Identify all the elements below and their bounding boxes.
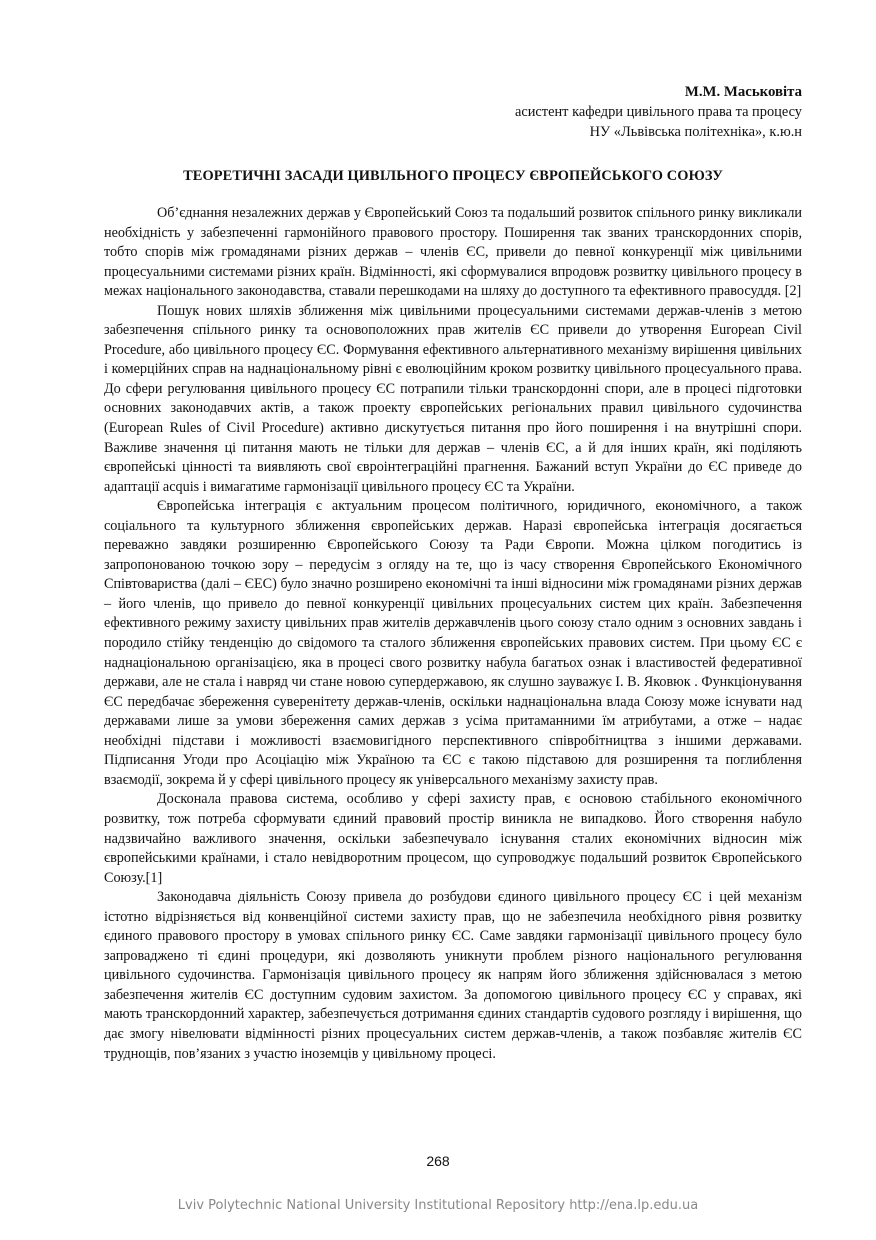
repository-footer: Lviv Polytechnic National University Institutional Repository http://ena.lp.edu.ua bbox=[177, 1198, 699, 1213]
paragraph-3: Європейська інтеграція є актуальним процесом політичного, юридичного, економічного, а також соціального та культурного зближення європейських держав. Наразі європейська інтеграція досягається переважно завдяки розширенню Європейського Союзу та Ради Європи. Можна цілком погодитись із запропонованою точкою зору – передусім з огляду на те, що із часу створення Європейського Економічного Співтовариства (далі – ЄЕС) було значно розширено економічні та інші відносини між громадянами різних держав – його членів, що привело до певної конкуренції цивільних процесуальних систем цих країн. Забезпечення ефективного режиму захисту цивільних прав жителів державчленів цього союзу стало одним з основних завдань і породило стійку тенденцію до свідомого та сталого зближення європейських правових систем. При цьому ЄС є наднаціональною організацією, яка в процесі свого розвитку набула багатьох ознак і властивостей федеративної держави, але не стала і навряд чи стане новою супердержавою, як слушно зауважує І. В. Яковюк . Функціонування ЄС передбачає збереження суверенітету держав-членів, оскільки наднаціональна влада Союзу може існувати над державами лише за умови збереження самих держав з усіма притаманними їм атрибутами, а отже – надає необхідні підстави і можливості взаємовигідного перспективного співробітництва з іншими державами. Підписання Угоди про Асоціацію між Україною та ЄС є такою підставою для розширення та поглиблення взаємодії, зокрема й у сфері цивільного процесу як універсального механізму захисту прав. bbox=[104, 498, 802, 788]
paragraph-4: Досконала правова система, особливо у сфері захисту прав, є основою стабільного економічного розвитку, тож потреба сформувати єдиний правовий простір виникла не випадково. Його створення набуло надзвичайно важливого значення, оскільки забезпечувало існування сталих економічних відносин між європейськими країнами, і стало невідворотним процесом, що супроводжує подальший розвиток Європейського Союзу.[1] bbox=[104, 791, 802, 886]
article-title: ТЕОРЕТИЧНІ ЗАСАДИ ЦИВІЛЬНОГО ПРОЦЕСУ ЄВРОПЕЙСЬКОГО СОЮЗУ bbox=[183, 168, 723, 184]
page-number: 268 bbox=[426, 1153, 450, 1169]
author-position: асистент кафедри цивільного права та процесу bbox=[514, 104, 802, 120]
author-block bbox=[104, 82, 802, 142]
author-name: М.М. Маськовіта bbox=[684, 84, 802, 100]
paragraph-1: Об’єднання незалежних держав у Європейський Союз та подальший розвиток спільного ринку викликали необхідність у забезпеченні гармонійного правового простору. Поширення так званих транскордонних спорів, тобто спорів між громадянами різних держав – членів ЄС, привели до певної конкуренції між цивільними процесуальними системами різних країн. Відмінності, які сформувалися впродовж розвитку цивільного процесу в межах національного законодавства, ставали перешкодами на шляху до доступного та ефективного правосуддя. [2] bbox=[104, 205, 802, 300]
paragraph-2: Пошук нових шляхів зближення між цивільними процесуальними системами держав-членів з метою забезпечення спільного ринку та основоположних прав жителів ЄС привели до утворення European Civil Procedure, або цивільного процесу ЄС. Формування ефективного альтернативного механізму вирішення цивільних і комерційних справ на наднаціональному рівні є еволюційним кроком розвитку цивільного процесуального права. До сфери регулювання цивільного процесу ЄС потрапили тільки транскордонні спори, але в процесі підготовки основних законодавчих актів, а також проекту європейських регіональних правил цивільного судочинства (European Rules of Civil Procedure) активно дискутується питання про його поширення і на внутрішні спори. Важливе значення ці питання мають не тільки для держав – членів ЄС, а й для інших країн, які поділяють європейські цінності та виявляють свої євроінтеграційні прагнення. Бажаний вступ України до ЄС приведе до адаптації acquis і вимагатиме гармонізації цивільного процесу ЄС та України. bbox=[104, 302, 802, 495]
author-affiliation: НУ «Львівська політехніка», к.ю.н bbox=[589, 124, 802, 140]
article-body bbox=[104, 204, 802, 1064]
article-page bbox=[104, 82, 802, 1064]
paragraph-5: Законодавча діяльність Союзу привела до розбудови єдиного цивільного процесу ЄС і цей механізм істотно відрізняється від конвенційної системи захисту прав, що не забезпечила необхідного рівня розвитку єдиного правового простору в умовах спільного ринку ЄС. Саме завдяки гармонізації цивільного процесу було запроваджено ті єдині процедури, які дозволяють уникнути проблем різного національного регулювання цивільного судочинства. Гармонізація цивільного процесу як напрям його зближення здійснювалася з метою забезпечення жителів ЄС доступним судовим захистом. За допомогою цивільного процесу ЄС у справах, які мають транскордонний характер, забезпечується дотримання єдиних стандартів судового розгляду і вирішення, що дає змогу нівелювати відмінності різних процесуальних систем держав-членів, а також позбавляє жителів ЄС труднощів, пов’язаних з участю іноземців у цивільному процесі. bbox=[104, 889, 802, 1062]
